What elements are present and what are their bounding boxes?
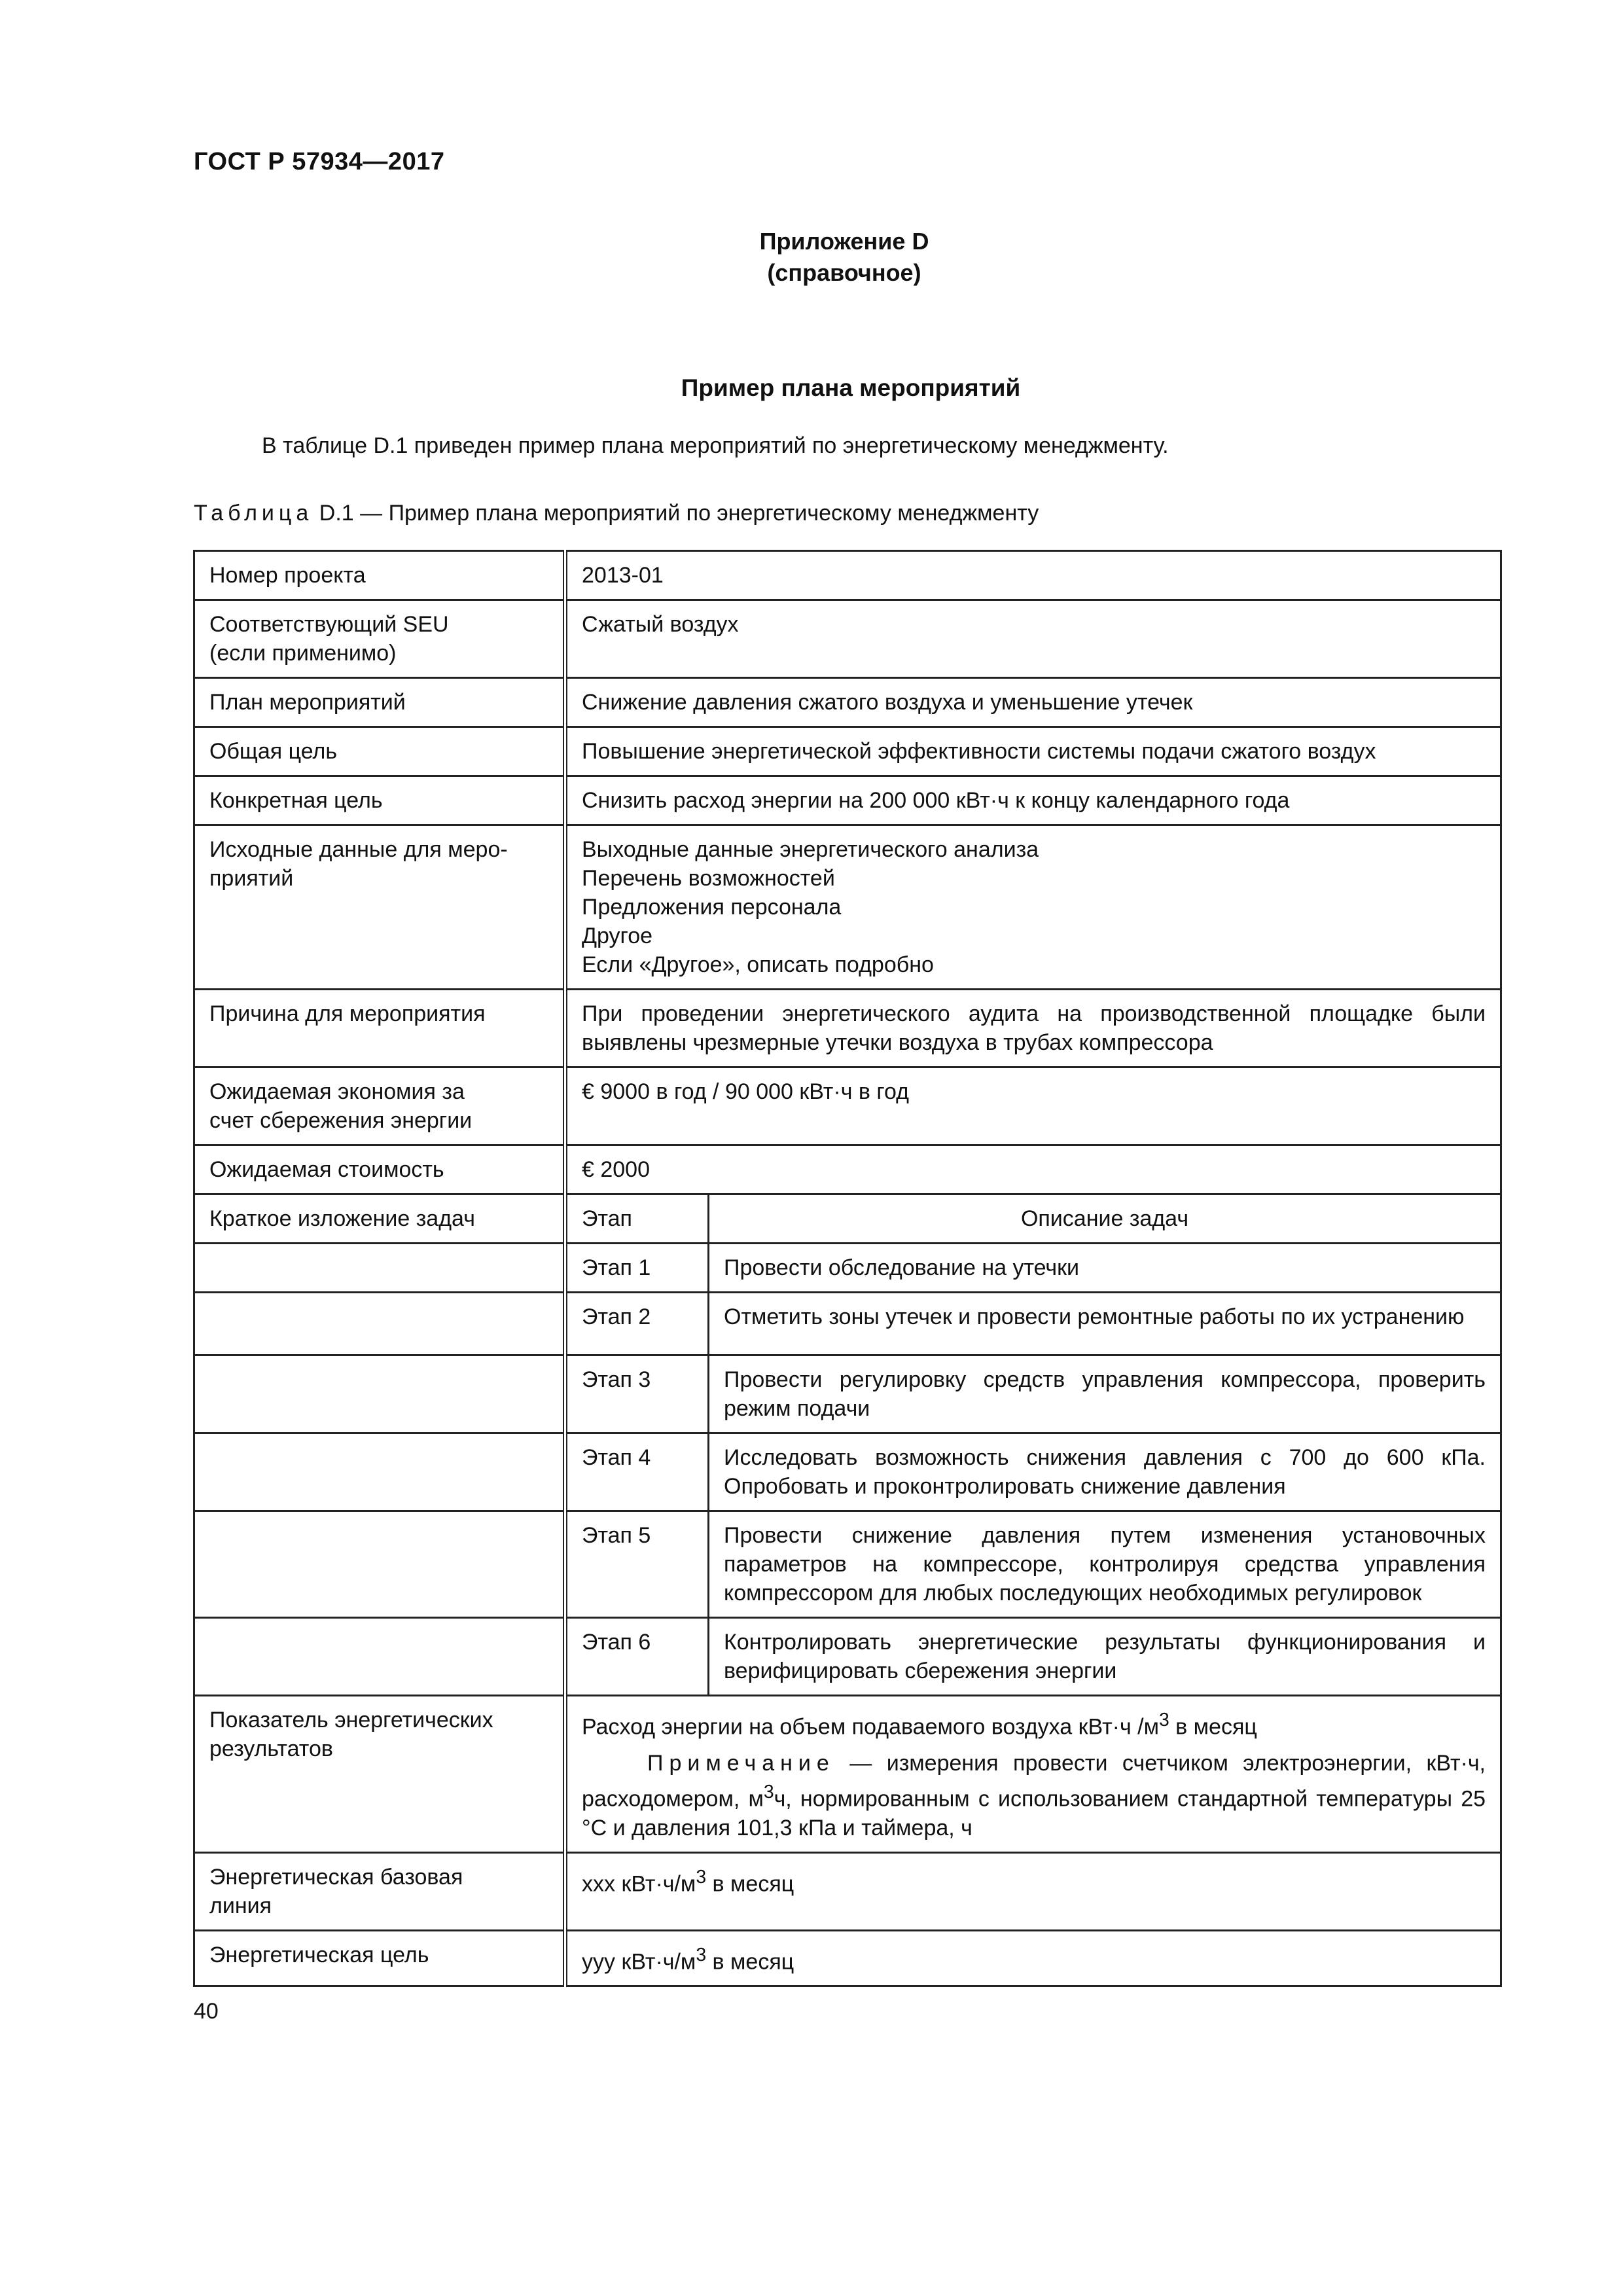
row-label: План мероприятий <box>194 678 565 727</box>
row-value: Снижение давления сжатого воздуха и уменьшение утечек <box>565 678 1501 727</box>
stage-cell: Этап 3 <box>565 1355 709 1433</box>
stage-column-header: Этап <box>565 1194 709 1244</box>
empty-cell <box>194 1511 565 1618</box>
row-label-line: Исходные данные для меро- <box>209 837 508 862</box>
row-value: € 2000 <box>565 1145 1501 1194</box>
table-row <box>194 1145 1501 1194</box>
table-row <box>194 990 1501 1067</box>
table-row <box>194 727 1501 776</box>
row-label: Краткое изложение задач <box>194 1194 565 1244</box>
list-item: Предложения персонала <box>582 895 842 920</box>
table-caption-text: D.1 — Пример плана мероприятий по энергетическому менеджменту <box>319 501 1039 526</box>
description-column-header: Описание задач <box>709 1194 1501 1244</box>
row-value: € 9000 в год / 90 000 кВт·ч в год <box>565 1067 1501 1145</box>
table-caption <box>194 501 1039 526</box>
annex-name: Приложение D <box>759 228 929 255</box>
row-label-line: Энергетическая базовая <box>209 1864 463 1890</box>
row-label: Общая цель <box>194 727 565 776</box>
empty-cell <box>194 1244 565 1293</box>
list-item: Если «Другое», описать подробно <box>582 952 934 977</box>
table-row <box>194 1433 1501 1511</box>
annex-kind: (справочное) <box>767 259 921 286</box>
superscript: 3 <box>763 1782 774 1803</box>
row-label-line: результатов <box>209 1736 333 1761</box>
row-value <box>565 1696 1501 1853</box>
table-row <box>194 678 1501 727</box>
row-label <box>194 1852 565 1930</box>
table-row <box>194 1930 1501 1986</box>
empty-cell <box>194 1618 565 1696</box>
superscript: 3 <box>696 1866 707 1888</box>
empty-cell <box>194 1293 565 1355</box>
target-value: yyy кВт·ч/м <box>582 1948 696 1974</box>
indicator-value-suffix: в месяц <box>1169 1714 1257 1740</box>
row-value <box>565 1930 1501 1986</box>
note-text-end: ч, нормированным с использованием стандартной температуры 25 °C и давления 101,3 кПа и таймера, ч <box>582 1786 1486 1840</box>
row-value: Снизить расход энергии на 200 000 кВт·ч к концу календарного года <box>565 776 1501 825</box>
task-description: Отметить зоны утечек и провести ремонтные работы по их устранению <box>709 1293 1501 1355</box>
indicator-value-text: Расход энергии на объем подаваемого воздуха кВт·ч /м <box>582 1714 1159 1740</box>
row-value <box>565 825 1501 990</box>
list-item: Перечень возможностей <box>582 866 835 891</box>
row-label-line: (если применимо) <box>209 641 397 666</box>
row-label-line: Ожидаемая экономия за <box>209 1079 465 1104</box>
stage-cell: Этап 2 <box>565 1293 709 1355</box>
table-row <box>194 1511 1501 1618</box>
superscript: 3 <box>1158 1710 1169 1731</box>
table-row <box>194 1244 1501 1293</box>
row-value: Повышение энергетической эффективности системы подачи сжатого воздух <box>565 727 1501 776</box>
row-label <box>194 1696 565 1853</box>
task-description: Контролировать энергетические результаты функционирования и верифицировать сбережения энергии <box>709 1618 1501 1696</box>
intro-paragraph: В таблице D.1 приведен пример плана мероприятий по энергетическому менеджменту. <box>262 433 1169 458</box>
row-label <box>194 600 565 678</box>
stage-cell: Этап 6 <box>565 1618 709 1696</box>
superscript: 3 <box>696 1944 707 1965</box>
table-row <box>194 1355 1501 1433</box>
empty-cell <box>194 1355 565 1433</box>
section-title: Пример плана мероприятий <box>681 374 1021 401</box>
table-row <box>194 1852 1501 1930</box>
task-description: Провести снижение давления путем изменения установочных параметров на компрессоре, контролируя средства управления компрессором для любых последующих необходимых регулировок <box>709 1511 1501 1618</box>
empty-cell <box>194 1433 565 1511</box>
table-row <box>194 1194 1501 1244</box>
list-item: Выходные данные энергетического анализа <box>582 837 1039 862</box>
target-value-suffix: в месяц <box>706 1948 794 1974</box>
list-item: Другое <box>582 924 653 948</box>
row-label <box>194 1067 565 1145</box>
row-value: При проведении энергетического аудита на производственной площадке были выявлены чрезмерные утечки воздуха в трубах компрессора <box>565 990 1501 1067</box>
table-row <box>194 776 1501 825</box>
row-value: Сжатый воздух <box>565 600 1501 678</box>
task-description: Провести обследование на утечки <box>709 1244 1501 1293</box>
task-description: Провести регулировку средств управления компрессора, проверить режим подачи <box>709 1355 1501 1433</box>
row-value: 2013-01 <box>565 551 1501 600</box>
note-prefix: Примечание <box>647 1751 835 1776</box>
table-row <box>194 825 1501 990</box>
table-row <box>194 1293 1501 1355</box>
baseline-value: xxx кВт·ч/м <box>582 1871 696 1896</box>
row-label: Ожидаемая стоимость <box>194 1145 565 1194</box>
row-label-line: Соответствующий SEU <box>209 612 449 637</box>
row-label-line: приятий <box>209 866 294 891</box>
row-label: Энергетическая цель <box>194 1930 565 1986</box>
table-row <box>194 1067 1501 1145</box>
indicator-note <box>582 1749 1486 1842</box>
table-caption-prefix: Таблица <box>194 501 313 526</box>
row-label: Причина для мероприятия <box>194 990 565 1067</box>
document-code: ГОСТ Р 57934—2017 <box>194 148 445 175</box>
table-row <box>194 1618 1501 1696</box>
row-label-line: счет сбережения энергии <box>209 1108 473 1133</box>
stage-cell: Этап 4 <box>565 1433 709 1511</box>
table-row <box>194 600 1501 678</box>
note-text: — измерения провести счетчиком электроэнергии, кВт·ч, расходомером, м <box>582 1751 1486 1812</box>
stage-cell: Этап 1 <box>565 1244 709 1293</box>
row-label: Номер проекта <box>194 551 565 600</box>
page-number: 40 <box>194 1999 219 2024</box>
row-label-line: линия <box>209 1893 272 1918</box>
row-label-line: Показатель энергетических <box>209 1708 493 1732</box>
row-label <box>194 825 565 990</box>
table-row <box>194 551 1501 600</box>
task-description: Исследовать возможность снижения давления с 700 до 600 кПа. Опробовать и проконтролировать снижение давления <box>709 1433 1501 1511</box>
stage-cell: Этап 5 <box>565 1511 709 1618</box>
baseline-value-suffix: в месяц <box>706 1871 794 1896</box>
row-label: Конкретная цель <box>194 776 565 825</box>
action-plan-table <box>193 550 1502 1987</box>
table-row <box>194 1696 1501 1853</box>
row-value <box>565 1852 1501 1930</box>
indicator-value <box>582 1706 1486 1741</box>
